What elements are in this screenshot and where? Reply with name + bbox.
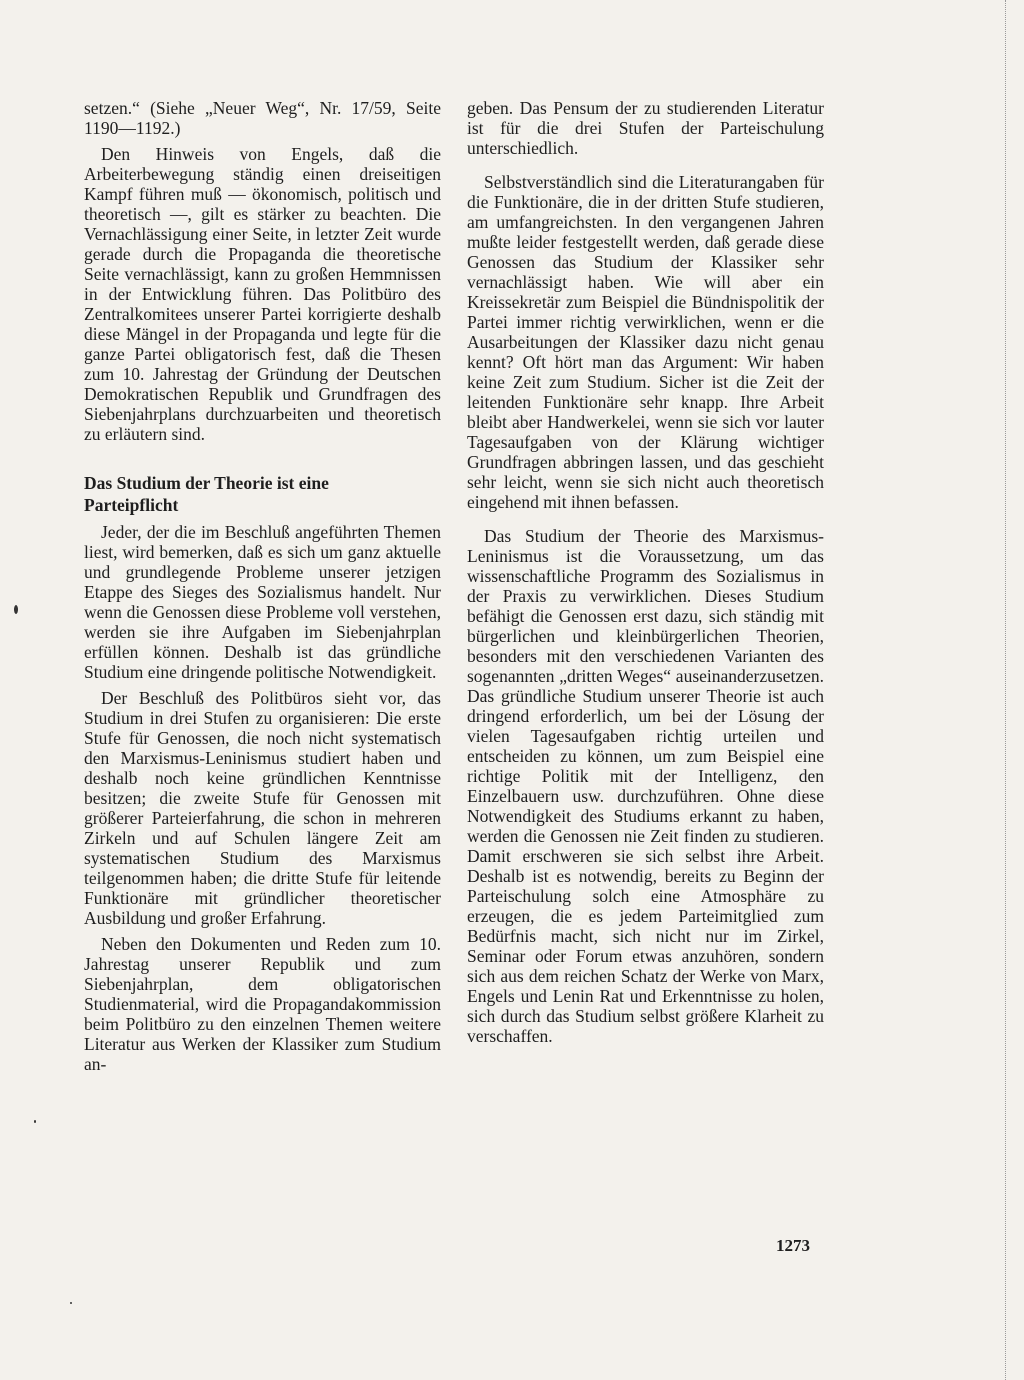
paragraph: Den Hinweis von Engels, daß die Arbeiterbewegung ständig einen dreiseitigen Kampf führen muß — ökonomisch, politisch und theoretisch —, gilt es stärker zu beachten. Die Vernachlässigung einer Seite, in letzter Zeit wurde gerade durch die Propaganda die theoretische Seite vernachlässigt, kann zu großen Hemmnissen in der Entwicklung führen. Das Politbüro des Zentralkomitees unserer Partei korrigierte deshalb diese Mängel in der Propaganda und legte für die ganze Partei obligatorisch fest, daß die Thesen zum 10. Jahrestag der Gründung der Deutschen Demokratischen Republik und Grundfragen des Siebenjahrplans durchzuarbeiten und theoretisch zu erläutern sind. (84, 144, 441, 444)
scan-speck (70, 1302, 72, 1304)
page-edge-divider (1003, 0, 1006, 1380)
page-number: 1273 (776, 1236, 810, 1255)
paragraph: Der Beschluß des Politbüros sieht vor, das Studium in drei Stufen zu organisieren: Die erste Stufe für Genossen, die noch nicht systematisch den Marxismus-Leninismus studiert haben und deshalb noch keine gründlichen Kenntnisse besitzen; die zweite Stufe für Genossen mit größerer Parteierfahrung, die schon in mehreren Zirkeln und auf Schulen längere Zeit am systematischen Studium des Marxismus teilgenommen haben; die dritte Stufe für leitende Funktionäre mit gründlicher theoretischer Ausbildung und großer Erfahrung. (84, 688, 441, 928)
right-column (467, 98, 824, 1046)
left-column (84, 98, 441, 1074)
scan-speck (34, 1120, 36, 1123)
paragraph: Jeder, der die im Beschluß angeführten Themen liest, wird bemerken, daß es sich um ganz aktuelle und grundlegende Probleme unserer jetzigen Etappe des Sieges des Sozialismus handelt. Nur wenn die Genossen diese Probleme voll verstehen, werden sie ihre Aufgaben im Siebenjahrplan erfüllen können. Deshalb ist das gründliche Studium eine dringende politische Notwendigkeit. (84, 522, 441, 682)
scan-speck (14, 605, 18, 614)
paragraph: geben. Das Pensum der zu studierenden Literatur ist für die drei Stufen der Parteischulung unterschiedlich. (467, 98, 824, 158)
paragraph: Das Studium der Theorie des Marxismus-Leninismus ist die Voraussetzung, um das wissenschaftliche Programm des Sozialismus in der Praxis zu verwirklichen. Dieses Studium befähigt die Genossen erst dazu, sich ständig mit bürgerlichen und kleinbürgerlichen Theorien, besonders mit den verschiedenen Varianten des sogenannten „dritten Weges“ auseinanderzusetzen. Das gründliche Studium unserer Theorie ist auch dringend erforderlich, um bei der Lösung der vielen Tagesaufgaben richtig urteilen und entscheiden zu können, um zum Beispiel eine richtige Politik mit der Intelligenz, den Einzelbauern usw. durchzuführen. Ohne diese Notwendigkeit des Studiums erkannt zu haben, werden die Genossen nie Zeit finden zu studieren. Damit erschweren sie sich selbst ihre Arbeit. Deshalb ist es notwendig, bereits zu Beginn der Parteischulung solch eine Atmosphäre zu erzeugen, die es jedem Parteimitglied zum Bedürfnis macht, sich nicht nur im Zirkel, Seminar oder Forum etwas anzuhören, sondern sich aus dem reichen Schatz der Werke von Marx, Engels und Lenin Rat und Erkenntnisse zu holen, sich durch das Studium selbst größere Klarheit zu verschaffen. (467, 526, 824, 1046)
paragraph: Selbstverständlich sind die Literaturangaben für die Funktionäre, die in der dritten Stufe studieren, am umfangreichsten. In den vergangenen Jahren mußte leider festgestellt werden, daß gerade diese Genossen das Studium der Klassiker sehr vernachlässigt haben. Wie will aber ein Kreissekretär zum Beispiel die Bündnispolitik der Partei immer richtig verwirklichen, wenn er die Ausarbeitungen der Klassiker dazu nicht genau kennt? Oft hört man das Argument: Wir haben keine Zeit zum Studium. Sicher ist die Zeit der leitenden Funktionäre sehr knapp. Ihre Arbeit bleibt aber Handwerkelei, wenn sie sich vor lauter Tagesaufgaben von der Klärung wichtiger Grundfragen abbringen lassen, und das geschieht sehr leicht, wenn sie sich nicht auch theoretisch eingehend mit ihnen befassen. (467, 172, 824, 512)
paragraph: Neben den Dokumenten und Reden zum 10. Jahrestag unserer Republik und zum Siebenjahrplan, dem obligatorischen Studienmaterial, wird die Propagandakommission beim Politbüro zu den einzelnen Themen weitere Literatur aus Werken der Klassiker zum Studium an- (84, 934, 441, 1074)
paragraph: setzen.“ (Siehe „Neuer Weg“, Nr. 17/59, Seite 1190—1192.) (84, 98, 441, 138)
section-heading: Das Studium der Theorie ist eine Parteipflicht (84, 473, 329, 515)
